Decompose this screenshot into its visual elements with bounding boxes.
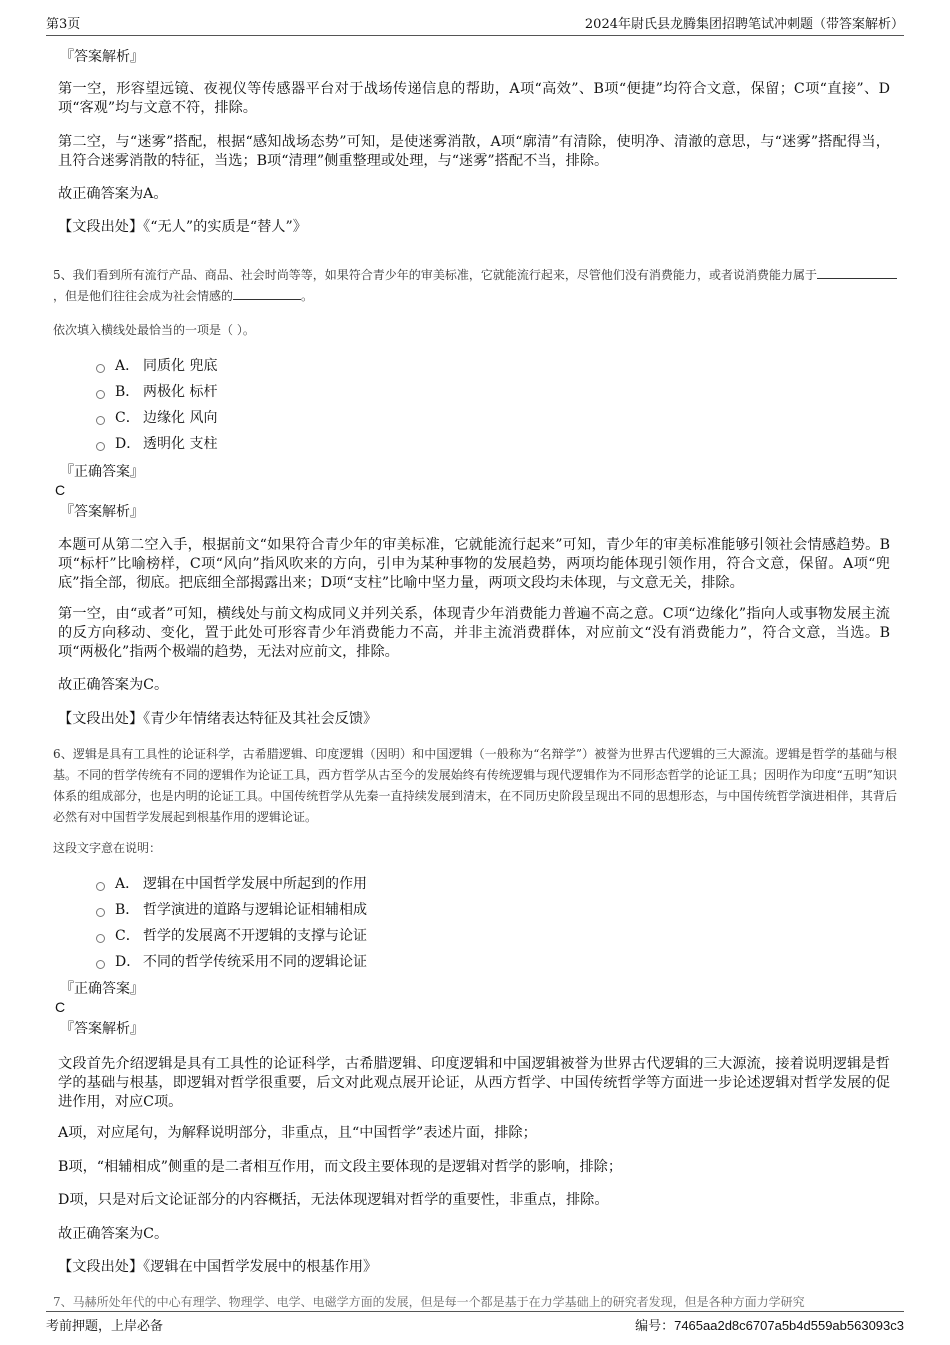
radio-icon[interactable]: [96, 882, 105, 891]
option-c[interactable]: C． 哲学的发展离不开逻辑的支撑与论证: [96, 927, 367, 945]
radio-icon[interactable]: [96, 416, 105, 425]
radio-icon[interactable]: [96, 908, 105, 917]
document-title: 2024年尉氏县龙腾集团招聘笔试冲刺题（带答案解析）: [584, 17, 904, 32]
page-number: 第3页: [46, 17, 81, 32]
analysis-paragraph: 第一空，形容望远镜、夜视仪等传感器平台对于战场传递信息的帮助，A项“高效”、B项“便捷”均符合文意，保留；C项“直接”、D项“客观”均与文意不符，排除。: [58, 81, 890, 116]
question-6-text: 6、逻辑是具有工具性的论证科学，古希腊逻辑、印度逻辑（因明）和中国逻辑（一般称为“名辩学”）被誉为世界古代逻辑的三大源流。逻辑是哲学的基础与根基。不同的哲学传统有不同的逻辑作为论证工具，西方哲学从古至今的发展始终有传统逻辑与现代逻辑作为不同形态哲学的论证工具；因明作为印度“五明”知识体系的组成部分，也是内明的论证工具。中国传统哲学从先秦一直持续发展到清末，在不同历史阶段呈现出不同的思想形态，与中国传统哲学演进相伴，其背后必然有对中国哲学发展起到根基作用的逻辑论证。: [53, 747, 897, 824]
radio-icon[interactable]: [96, 960, 105, 969]
analysis-paragraph: B项，“相辅相成”侧重的是二者相互作用，而文段主要体现的是逻辑对哲学的影响，排除；: [58, 1159, 623, 1175]
conclusion: 故正确答案为C。: [58, 677, 169, 693]
analysis-paragraph: D项，只是对后文论证部分的内容概括，无法体现逻辑对哲学的重要性，非重点，排除。: [58, 1192, 609, 1208]
source-citation: 【文段出处】《逻辑在中国哲学发展中的根基作用》: [58, 1259, 378, 1275]
analysis-paragraph: 第一空，由“或者”可知，横线处与前文构成同义并列关系，体现青少年消费能力普遍不高之意。C项“边缘化”指向人或事物发展主流的反方向移动、变化，置于此处可形容青少年消费能力不高，并非主流消费群体，对应前文“没有消费能力”，符合文意，当选。B项“两极化”指两个极端的趋势，无法对应前文，排除。: [58, 606, 890, 660]
option-a[interactable]: A． 同质化 兜底: [96, 357, 217, 375]
blank-2: [233, 287, 301, 300]
page-content: [0, 34, 950, 1309]
page-header: [46, 10, 904, 36]
analysis-label: 『答案解析』: [60, 49, 144, 65]
radio-icon[interactable]: [96, 364, 105, 373]
source-citation: 【文段出处】《“无人”的实质是“替人”》: [58, 219, 307, 235]
option-b[interactable]: B． 哲学演进的道路与逻辑论证相辅相成: [96, 901, 367, 919]
correct-answer: C: [55, 999, 66, 1015]
analysis-label: 『答案解析』: [60, 1021, 144, 1037]
blank-1: [817, 266, 897, 279]
page-footer: [46, 1311, 904, 1334]
option-a[interactable]: A． 逻辑在中国哲学发展中所起到的作用: [96, 875, 367, 893]
correct-answer-label: 『正确答案』: [60, 981, 144, 997]
radio-icon[interactable]: [96, 442, 105, 451]
option-d[interactable]: D． 透明化 支柱: [96, 435, 217, 453]
footer-slogan: 考前押题，上岸必备: [46, 1319, 164, 1334]
option-d[interactable]: D． 不同的哲学传统采用不同的逻辑论证: [96, 953, 367, 971]
radio-icon[interactable]: [96, 934, 105, 943]
question-5-prompt: 依次填入横线处最恰当的一项是（ ）。: [53, 323, 255, 337]
analysis-paragraph: 第二空，与“迷雾”搭配，根据“感知战场态势”可知，是使迷雾消散，A项“廓清”有清除，使明净、清澈的意思，与“迷雾”搭配得当，且符合迷雾消散的特征，当选；B项“清理”侧重整理或处理，与“迷雾”搭配不当，排除。: [58, 134, 890, 169]
analysis-paragraph: 文段首先介绍逻辑是具有工具性的论证科学，古希腊逻辑、印度逻辑和中国逻辑被誉为世界古代逻辑的三大源流，接着说明逻辑是哲学的基础与根基，即逻辑对哲学很重要，后文对此观点展开论证，从西方哲学、中国传统哲学等方面进一步论述逻辑对哲学发展的促进作用，对应C项。: [58, 1056, 890, 1110]
analysis-paragraph: A项，对应尾句，为解释说明部分，非重点，且“中国哲学”表述片面，排除；: [58, 1125, 537, 1141]
correct-answer-label: 『正确答案』: [60, 464, 144, 480]
conclusion: 故正确答案为C。: [58, 1226, 169, 1242]
option-c[interactable]: C． 边缘化 风向: [96, 409, 217, 427]
analysis-label: 『答案解析』: [60, 504, 144, 520]
question-5-text: 5、我们看到所有流行产品、商品、社会时尚等等，如果符合青少年的审美标准，它就能流行起来，尽管他们没有消费能力，或者说消费能力属于，但是他们往往会成为社会情感的 。: [53, 265, 897, 307]
conclusion: 故正确答案为A。: [58, 186, 168, 202]
source-citation: 【文段出处】《青少年情绪表达特征及其社会反馈》: [58, 711, 378, 727]
option-b[interactable]: B． 两极化 标杆: [96, 383, 217, 401]
question-6-prompt: 这段文字意在说明：: [53, 841, 162, 855]
radio-icon[interactable]: [96, 390, 105, 399]
question-7-partial: 7、马赫所处年代的中心有理学、物理学、电学、电磁学方面的发展，但是每一个都是基于在力学基础上的研究者发现，但是各种方面力学研究: [53, 1295, 805, 1309]
analysis-paragraph: 本题可从第二空入手，根据前文“如果符合青少年的审美标准，它就能流行起来”可知，青少年的审美标准能够引领社会情感趋势。B项“标杆”比喻榜样，C项“风向”指风吹来的方向，引申为某种事物的发展趋势，两项均能体现引领作用，符合文意，保留。A项“兜底”指全部，彻底。把底细全部揭露出来；D项“支柱”比喻中坚力量，两项文段均未体现，与文意无关，排除。: [58, 537, 890, 591]
correct-answer: C: [55, 482, 66, 498]
document-code: 编号：7465aa2d8c6707a5b4d559ab563093c3: [635, 1318, 904, 1334]
